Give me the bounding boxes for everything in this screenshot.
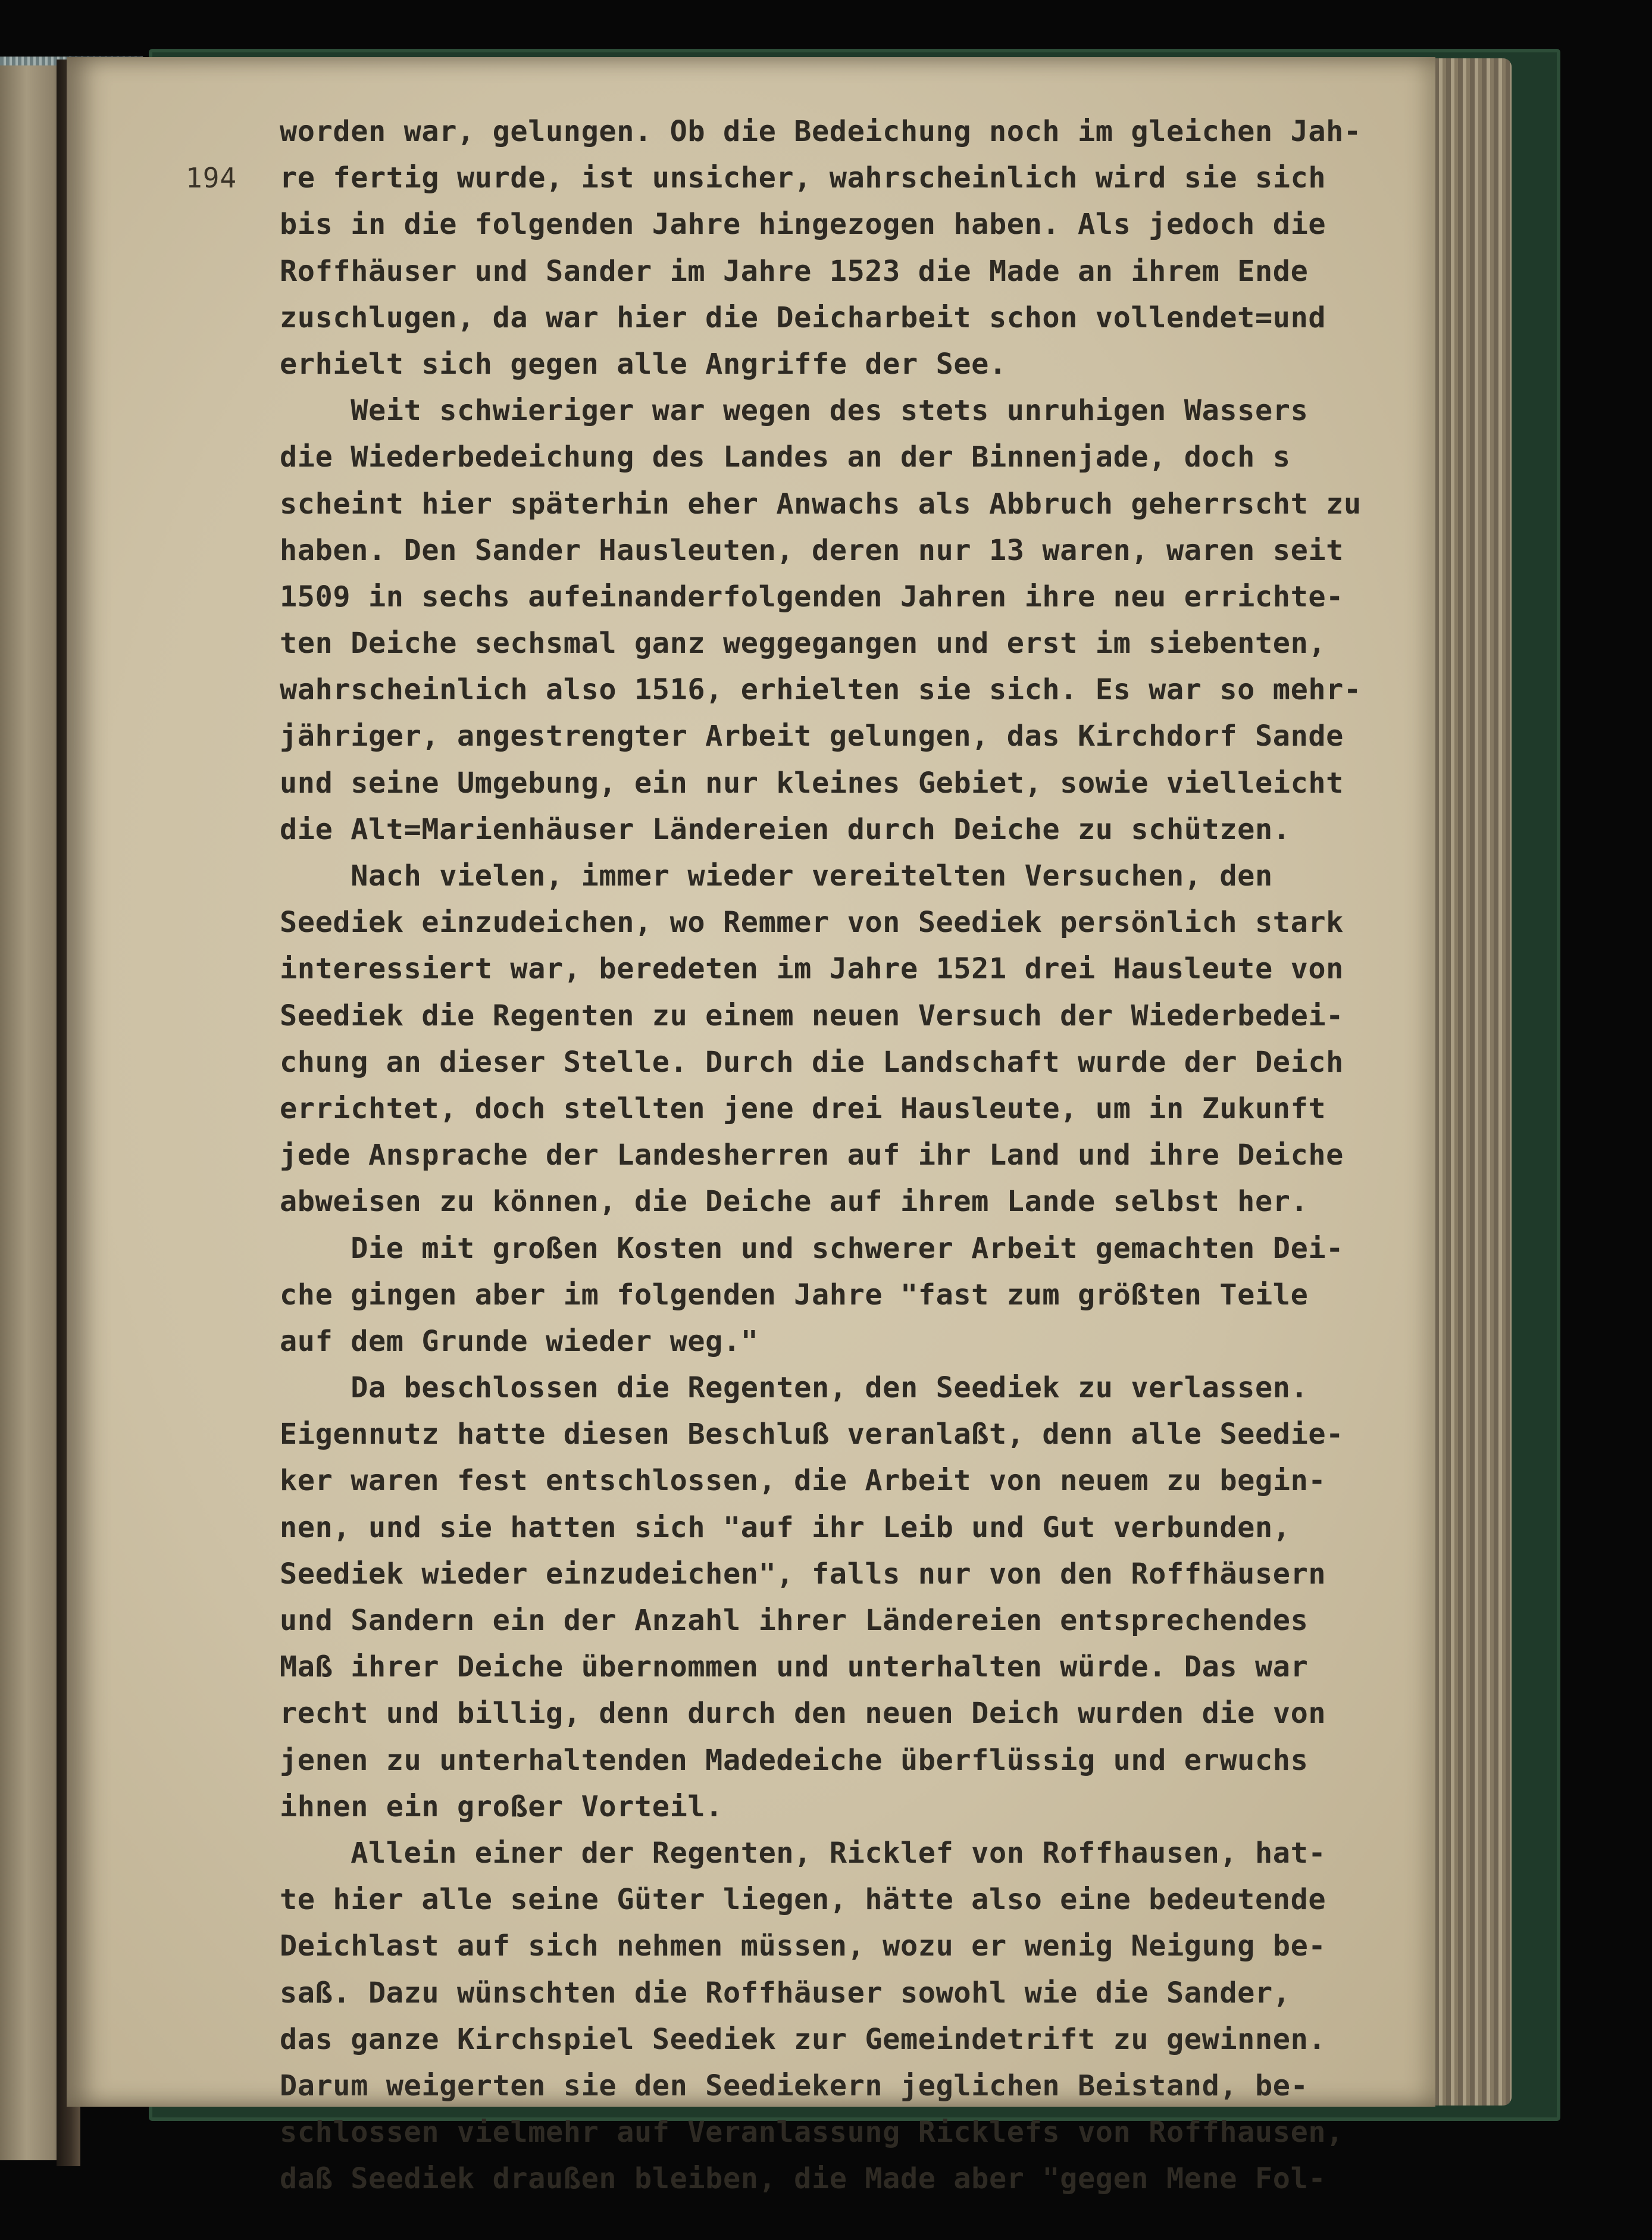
text-line: und seine Umgebung, ein nur kleines Gebiet, sowie vielleicht	[280, 766, 1344, 800]
text-line: haben. Den Sander Hausleuten, deren nur 13 waren, waren seit	[280, 533, 1344, 567]
text-line: 1509 in sechs aufeinanderfolgenden Jahren ihre neu errichte-	[280, 580, 1344, 614]
text-line: Weit schwieriger war wegen des stets unruhigen Wassers	[280, 394, 1309, 428]
text-line: daß Seediek draußen bleiben, die Made aber "gegen Mene Fol-	[280, 2162, 1326, 2196]
text-line: ihnen ein großer Vorteil.	[280, 1790, 723, 1823]
text-line: recht und billig, denn durch den neuen Deich wurden die von	[280, 1697, 1326, 1731]
text-line: Seediek wieder einzudeichen", falls nur von den Roffhäusern	[280, 1557, 1326, 1591]
text-line: auf dem Grunde wieder weg."	[280, 1324, 759, 1358]
text-line: errichtet, doch stellten jene drei Hausleute, um in Zukunft	[280, 1091, 1326, 1125]
text-line: bis in die folgenden Jahre hingezogen haben. Als jedoch die	[280, 208, 1326, 242]
text-line: Roffhäuser und Sander im Jahre 1523 die Made an ihrem Ende	[280, 254, 1309, 288]
text-line: Seediek einzudeichen, wo Remmer von Seediek persönlich stark	[280, 906, 1344, 940]
text-line: erhielt sich gegen alle Angriffe der See.	[280, 347, 1007, 381]
text-line: interessiert war, beredeten im Jahre 1521 drei Hausleute von	[280, 952, 1344, 986]
text-line: die Wiederbedeichung des Landes an der Binnenjade, doch s	[280, 440, 1291, 474]
text-line: und Sandern ein der Anzahl ihrer Ländereien entsprechendes	[280, 1604, 1309, 1637]
text-line: ten Deiche sechsmal ganz weggegangen und erst im siebenten,	[280, 627, 1326, 661]
text-line: Seediek die Regenten zu einem neuen Versuch der Wiederbedei-	[280, 999, 1344, 1033]
text-line: das ganze Kirchspiel Seediek zur Gemeindetrift zu gewinnen.	[280, 2022, 1326, 2056]
text-line: che gingen aber im folgenden Jahre "fast zum größten Teile	[280, 1278, 1309, 1312]
text-line: scheint hier späterhin eher Anwachs als Abbruch geherrscht zu	[280, 487, 1362, 521]
page-number: 194	[186, 162, 237, 194]
text-line: nen, und sie hatten sich "auf ihr Leib und Gut verbunden,	[280, 1510, 1291, 1544]
text-line: Allein einer der Regenten, Ricklef von Roffhausen, hat-	[280, 1836, 1326, 1870]
text-line: jähriger, angestrengter Arbeit gelungen, das Kirchdorf Sande	[280, 719, 1344, 753]
text-line: saß. Dazu wünschten die Roffhäuser sowohl wie die Sander,	[280, 1976, 1291, 2010]
text-line: zuschlugen, da war hier die Deicharbeit schon vollendet=und	[280, 301, 1326, 334]
text-line: Nach vielen, immer wieder vereitelten Versuchen, den	[280, 859, 1273, 893]
text-line: Deichlast auf sich nehmen müssen, wozu er wenig Neigung be-	[280, 1929, 1326, 1963]
text-line: ker waren fest entschlossen, die Arbeit von neuem zu begin-	[280, 1464, 1326, 1498]
text-line: Die mit großen Kosten und schwerer Arbeit gemachten Dei-	[280, 1231, 1344, 1265]
text-line: Maß ihrer Deiche übernommen und unterhalten würde. Das war	[280, 1650, 1309, 1684]
text-line: jede Ansprache der Landesherren auf ihr Land und ihre Deiche	[280, 1138, 1344, 1172]
text-line: worden war, gelungen. Ob die Bedeichung noch im gleichen Jah-	[280, 115, 1362, 148]
text-line: re fertig wurde, ist unsicher, wahrscheinlich wird sie sich	[280, 161, 1326, 195]
text-line: wahrscheinlich also 1516, erhielten sie sich. Es war so mehr-	[280, 673, 1362, 707]
text-line: Eigennutz hatte diesen Beschluß veranlaßt, denn alle Seedie-	[280, 1418, 1344, 1451]
text-line: schlossen vielmehr auf Veranlassung Ricklefs von Roffhausen,	[280, 2116, 1344, 2150]
text-line: jenen zu unterhaltenden Madedeiche überflüssig und erwuchs	[280, 1743, 1309, 1777]
text-line: abweisen zu können, die Deiche auf ihrem Lande selbst her.	[280, 1185, 1309, 1219]
text-line: chung an dieser Stelle. Durch die Landschaft wurde der Deich	[280, 1045, 1344, 1079]
text-line: die Alt=Marienhäuser Ländereien durch Deiche zu schützen.	[280, 812, 1291, 846]
page-text	[280, 108, 1410, 2202]
text-line: Darum weigerten sie den Seediekern jeglichen Beistand, be-	[280, 2069, 1309, 2103]
text-line: te hier alle seine Güter liegen, hätte also eine bedeutende	[280, 1883, 1326, 1917]
text-line: Da beschlossen die Regenten, den Seediek zu verlassen.	[280, 1371, 1309, 1405]
